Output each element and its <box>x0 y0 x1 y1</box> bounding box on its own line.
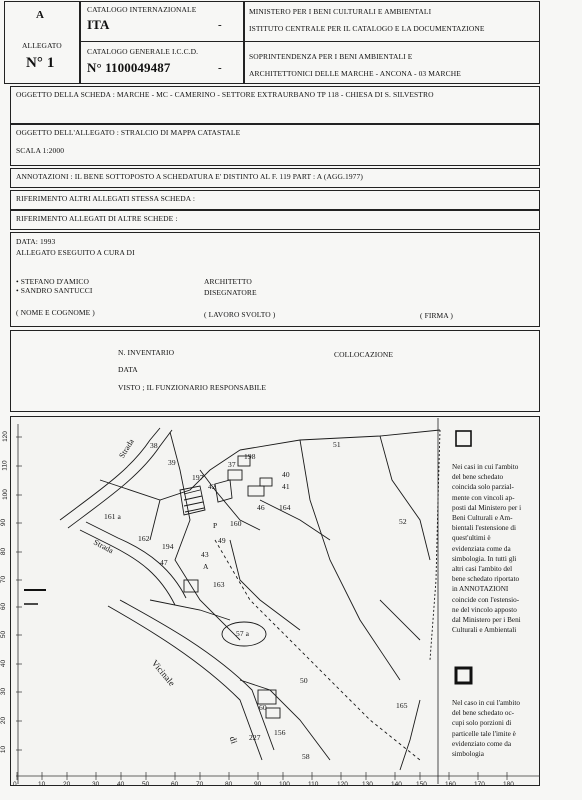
legend-line: quest'ultimi è <box>452 534 491 543</box>
legend-line: simbologia <box>452 750 484 759</box>
map-label-194: 194 <box>162 542 174 551</box>
ruler-left-label: 40 <box>0 659 8 668</box>
istituto-text: ISTITUTO CENTRALE PER IL CATALOGO E LA DOCUMENTAZIONE <box>249 24 485 33</box>
soprintendenza-line1: SOPRINTENDENZA PER I BENI AMBIENTALI E <box>249 52 413 61</box>
ruler-bottom-label: 150 <box>416 781 427 788</box>
legend-line: mente con vincoli ap- <box>452 493 515 502</box>
data2: DATA <box>118 365 138 374</box>
ruler-left-label: 80 <box>0 547 8 556</box>
ruler-bottom-label: 130 <box>362 781 373 788</box>
ruler-bottom-label: 60 <box>171 781 179 788</box>
legend-line: dal Ministero per i Beni <box>452 616 521 625</box>
eseguito: ALLEGATO ESEGUITO A CURA DI <box>16 248 135 257</box>
legend-line: simbologia. In tutti gli <box>452 554 517 563</box>
ruler-bottom-label: 80 <box>225 781 233 788</box>
scala: SCALA 1:2000 <box>16 146 65 155</box>
collocazione: COLLOCAZIONE <box>334 350 394 359</box>
map-label-strada2: Strada <box>92 537 115 556</box>
ruler-left-label: 20 <box>0 716 8 725</box>
soprintendenza-line2: ARCHITETTONICI DELLE MARCHE - ANCONA - 03 MARCHE <box>249 69 461 78</box>
ruler-bottom-label: 180 <box>503 781 514 788</box>
lavoro-label: ( LAVORO SVOLTO ) <box>204 310 276 319</box>
ruler-bottom-label: 10 <box>38 781 46 788</box>
legend-line: coincide con l'estensio- <box>452 595 520 604</box>
ruler-left-label: 50 <box>0 630 8 639</box>
map-label-A: A <box>203 562 209 571</box>
allegato-label: ALLEGATO <box>22 41 62 50</box>
map-label-39: 39 <box>168 458 176 467</box>
legend-line: in ANNOTAZIONI <box>452 585 509 594</box>
firma-label: ( FIRMA ) <box>420 311 453 320</box>
map-label-162: 162 <box>138 534 150 543</box>
ruler-left-label: 70 <box>0 575 8 584</box>
map-label-161a: 161 a <box>104 512 121 521</box>
persona-1: • STEFANO D'AMICO <box>16 277 90 286</box>
legend-line: evidenziata come da <box>452 544 511 553</box>
map-label-52: 52 <box>399 517 407 526</box>
ruler-bottom-label: 120 <box>337 781 348 788</box>
map-label-43: 43 <box>201 550 209 559</box>
map-label-165: 165 <box>396 701 408 710</box>
legend-line: particelle tale l'imite è <box>452 729 516 738</box>
map-label-160: 160 <box>230 519 242 528</box>
rif-stessa: RIFERIMENTO ALTRI ALLEGATI STESSA SCHEDA : <box>16 194 196 203</box>
ruler-left-label: 110 <box>1 460 9 471</box>
ruler-left-label: 60 <box>0 602 8 611</box>
cat-gen-value: N° 1100049487 <box>87 60 171 75</box>
legend-line: Culturali e Ambientali <box>452 626 517 635</box>
legend-line: bientali l'estensione di <box>452 524 516 533</box>
map-label-57a: 57 a <box>236 629 250 638</box>
ruler-left-label: 10 <box>0 745 8 754</box>
ruler-left-label: 90 <box>0 518 8 527</box>
annotazioni: ANNOTAZIONI : IL BENE SOTTOPOSTO A SCHEDATURA E' DISTINTO AL F. 119 PART : A (AGG.1977) <box>16 172 363 181</box>
ministero-text: MINISTERO PER I BENI CULTURALI E AMBIENTALI <box>249 7 432 16</box>
ruolo-2: DISEGNATORE <box>204 288 257 297</box>
map-label-163: 163 <box>213 580 225 589</box>
legend-line: del bene schedato <box>452 473 504 482</box>
map-label-37: 37 <box>228 460 236 469</box>
cat-gen-dash: - <box>218 62 222 74</box>
map-label-49: 49 <box>218 536 226 545</box>
ruler-bottom-label: 90 <box>254 781 262 788</box>
oggetto-allegato: OGGETTO DELL'ALLEGATO : STRALCIO DI MAPPA CATASTALE <box>16 128 241 137</box>
nome-label: ( NOME E COGNOME ) <box>16 308 95 317</box>
cat-int-value: ITA <box>87 17 110 32</box>
ruler-bottom-label: 30 <box>92 781 100 788</box>
ruler-bottom-label: 160 <box>445 781 456 788</box>
legend-line: ne del vincolo apposto <box>452 605 517 614</box>
cat-gen-label: CATALOGO GENERALE I.C.C.D. <box>87 47 199 56</box>
map-label-198: 198 <box>244 452 256 461</box>
map-label-strada1: Strada <box>117 437 136 460</box>
cat-int-dash: - <box>218 19 222 31</box>
ruler-bottom-label: 0 <box>13 781 17 788</box>
rif-altre: RIFERIMENTO ALLEGATI DI ALTRE SCHEDE : <box>16 214 178 223</box>
cat-int-label: CATALOGO INTERNAZIONALE <box>87 5 197 14</box>
map-label-vicinale: Vicinale <box>149 658 178 688</box>
map-label-156: 156 <box>274 728 286 737</box>
map-label-47: 47 <box>160 558 168 567</box>
map-label-164: 164 <box>279 503 291 512</box>
legend-line: bene schedato riportato <box>452 575 520 584</box>
map-label-60: 60 <box>259 703 267 712</box>
map-label-42: 42 <box>208 482 216 491</box>
map-label-46: 46 <box>257 503 265 512</box>
ruler-bottom-label: 140 <box>391 781 402 788</box>
oggetto-scheda: OGGETTO DELLA SCHEDA : MARCHE - MC - CAMERINO - SETTORE EXTRAURBANO TP 118 - CHIESA DI S. SILVESTRO <box>16 90 434 99</box>
header-letter: A <box>36 9 45 21</box>
allegato-number: N° 1 <box>26 55 55 71</box>
visto: VISTO ; IL FUNZIONARIO RESPONSABILE <box>118 383 267 392</box>
ruler-bottom-label: 170 <box>474 781 485 788</box>
persona-2: • SANDRO SANTUCCI <box>16 286 93 295</box>
ruler-bottom-label: 110 <box>308 781 319 788</box>
legend-line: evidenziato come da <box>452 739 512 748</box>
ruler-left-label: 100 <box>1 489 9 500</box>
inventario: N. INVENTARIO <box>118 348 175 357</box>
map-label-P: P <box>213 521 218 530</box>
legend-line: coincida solo parzial- <box>452 483 514 492</box>
map-label-58: 58 <box>302 752 310 761</box>
data: DATA: 1993 <box>16 237 56 246</box>
map-label-51: 51 <box>333 440 341 449</box>
map-label-41: 41 <box>282 482 290 491</box>
legend-1 <box>452 462 536 635</box>
map-label-227: 227 <box>249 733 261 742</box>
legend-line: posti dal Ministero per i <box>452 503 522 512</box>
legend-line: del bene schedato oc- <box>452 709 515 718</box>
map-label-50: 50 <box>300 676 308 685</box>
ruolo-1: ARCHITETTO <box>204 277 252 286</box>
ruler-left-label: 120 <box>1 431 9 442</box>
legend-line: Nel caso in cui l'ambito <box>452 699 520 707</box>
ruler-bottom-label: 100 <box>279 781 290 788</box>
map-label-di: di <box>227 734 240 746</box>
legend-line: altri casi l'ambito del <box>452 565 513 574</box>
legend-line: Nei casi in cui l'ambito <box>452 463 519 471</box>
map-label-40: 40 <box>282 470 290 479</box>
ruler-bottom-label: 70 <box>196 781 204 788</box>
legend-2 <box>452 698 536 759</box>
ruler-bottom-label: 20 <box>63 781 71 788</box>
ruler-bottom-label: 50 <box>142 781 150 788</box>
legend-line: Beni Culturali e Am- <box>452 514 513 523</box>
ruler-left-label: 30 <box>0 687 8 696</box>
map-label-38: 38 <box>150 441 158 450</box>
ruler-bottom-label: 40 <box>117 781 125 788</box>
legend-line: cupi solo porzioni di <box>452 719 512 728</box>
map-label-197: 197 <box>192 473 204 482</box>
